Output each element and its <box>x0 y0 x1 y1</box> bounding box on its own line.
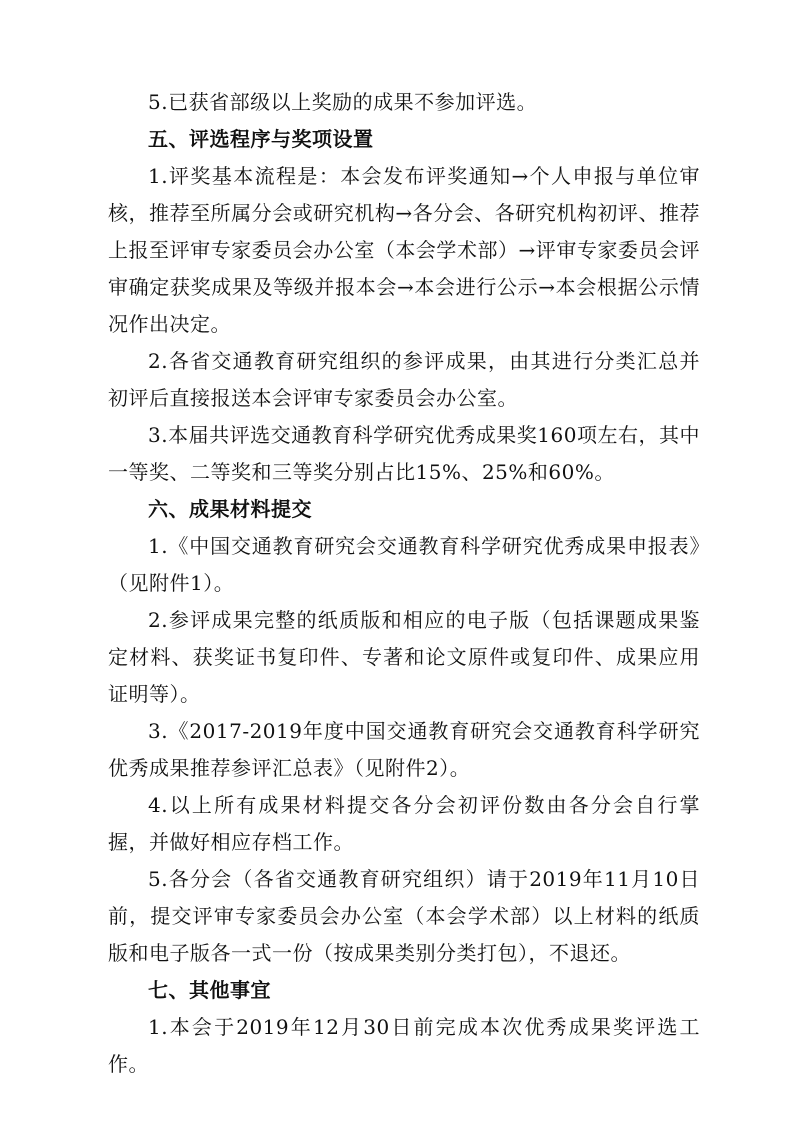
item-5-deadline: 5.各分会（各省交通教育研究组织）请于2019年11月10日前，提交评审专家委员会办公室（本会学术部）以上材料的纸质版和电子版各一式一份（按成果类别分类打包），不退还。 <box>108 867 700 965</box>
item-1-application-form: 1.《中国交通教育研究会交通教育科学研究优秀成果申报表》（见附件1）。 <box>108 534 700 595</box>
item-1-review-process: 1.评奖基本流程是：本会发布评奖通知→个人申报与单位审核，推荐至所属分会或研究机构→各分会、各研究机构初评、推荐上报至评审专家委员会办公室（本会学术部）→评审专家委员会评审确定获奖成果及等级并报本会→本会进行公示→本会根据公示情况作出决定。 <box>108 164 700 336</box>
item-3-award-allocation: 3.本届共评选交通教育科学研究优秀成果奖160项左右，其中一等奖、二等奖和三等奖分别占比15%、25%和60%。 <box>108 423 700 484</box>
section-5-heading: 五、评选程序与奖项设置 <box>148 127 374 151</box>
item-2-provincial-submissions: 2.各省交通教育研究组织的参评成果，由其进行分类汇总并初评后直接报送本会评审专家委员会办公室。 <box>108 349 700 410</box>
item-1-completion-date: 1.本会于2019年12月30日前完成本次优秀成果奖评选工作。 <box>108 1015 700 1076</box>
document-body <box>108 84 700 1083</box>
item-5-previous-awards: 5.已获省部级以上奖励的成果不参加评选。 <box>148 90 538 114</box>
item-3-summary-table: 3.《2017-2019年度中国交通教育研究会交通教育科学研究优秀成果推荐参评汇总表》（见附件2）。 <box>108 719 700 780</box>
section-6-heading: 六、成果材料提交 <box>148 497 312 521</box>
section-7-heading: 七、其他事宜 <box>148 978 271 1002</box>
item-4-copies: 4.以上所有成果材料提交各分会初评份数由各分会自行掌握，并做好相应存档工作。 <box>108 793 700 854</box>
item-2-paper-electronic-versions: 2.参评成果完整的纸质版和相应的电子版（包括课题成果鉴定材料、获奖证书复印件、专著和论文原件或复印件、成果应用证明等）。 <box>108 608 700 706</box>
